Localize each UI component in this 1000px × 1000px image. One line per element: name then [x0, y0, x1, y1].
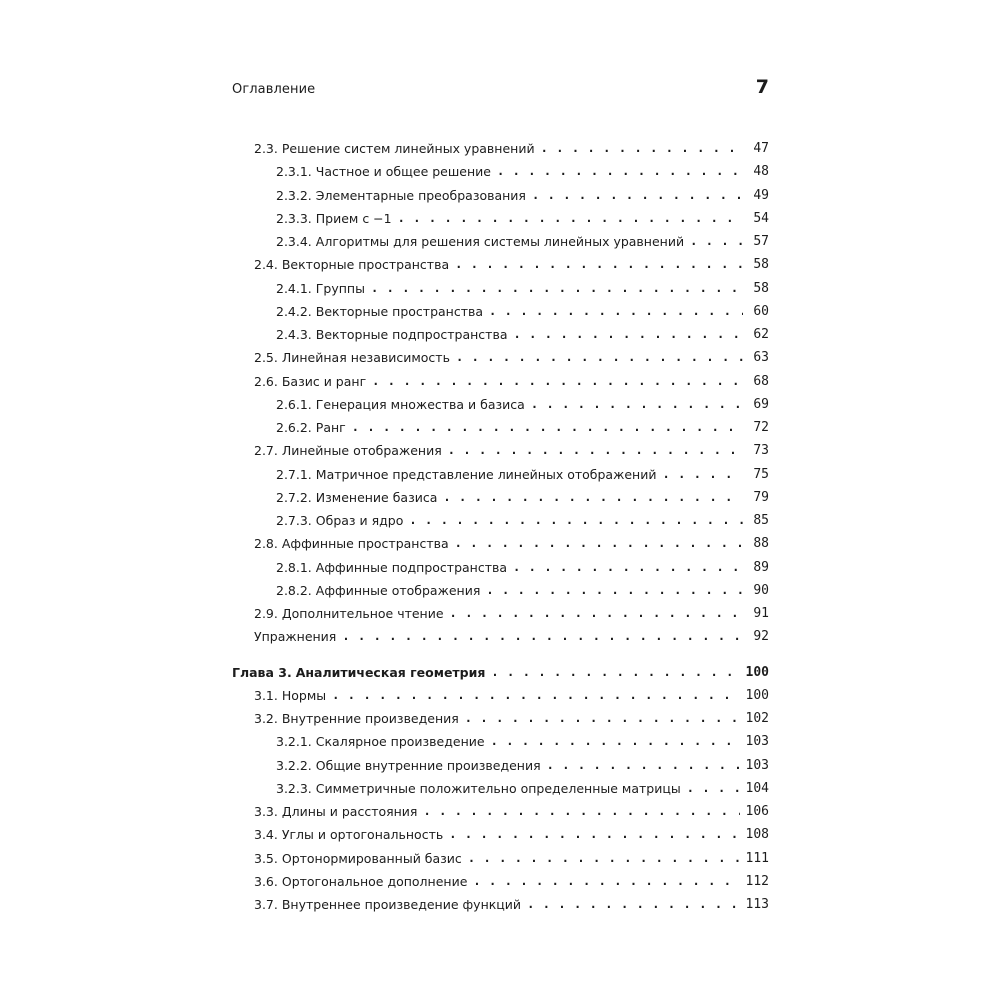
toc-entry-page: 57 — [753, 234, 769, 249]
toc-entry-number: 2.7.3. — [276, 513, 312, 528]
toc-section-entry — [254, 530, 769, 552]
dot-leader — [465, 711, 740, 727]
toc-entry-page: 100 — [745, 664, 769, 680]
dot-leader — [497, 164, 743, 180]
toc-entry-title: Изменение базиса — [315, 489, 438, 505]
dot-leader — [456, 350, 743, 366]
toc-subsection-entry — [276, 228, 769, 250]
toc-entry-number: 2.3.2. — [276, 187, 312, 203]
dot-leader — [513, 560, 743, 576]
toc-entry-number: 3.2.3. — [276, 780, 312, 796]
dot-leader — [409, 513, 743, 529]
toc-entry-number: 3.2. — [254, 711, 278, 726]
toc-section-entry — [254, 868, 769, 890]
toc-entry-number: 3.4. — [254, 827, 278, 843]
toc-subsection-entry — [276, 205, 769, 227]
dot-leader — [547, 758, 740, 774]
toc-entry-title: Частное и общее решение — [315, 164, 491, 180]
toc-subsection-entry — [276, 484, 769, 506]
dot-leader — [541, 141, 743, 157]
dot-leader — [443, 490, 743, 506]
toc-entry-title: Дополнительное чтение — [281, 606, 444, 621]
toc-entry-page: 63 — [753, 350, 769, 366]
toc-entry-page: 92 — [753, 629, 769, 645]
toc-entry-page: 103 — [745, 757, 769, 773]
toc-entry-page: 73 — [753, 443, 769, 459]
toc-entry-title: Ортогональное дополнение — [281, 873, 468, 889]
dot-leader — [531, 397, 743, 413]
toc-entry-title: Ортонормированный базис — [281, 850, 462, 866]
toc-entry-number: 3.7. — [254, 897, 278, 912]
toc-entry-page: 112 — [745, 873, 769, 889]
toc-subsection-entry — [276, 507, 769, 529]
toc-entry-page: 91 — [753, 606, 769, 621]
toc-entry-title: Образ и ядро — [315, 513, 404, 528]
dot-leader — [455, 536, 743, 552]
toc-entry-page: 58 — [753, 280, 769, 296]
toc-subsection-entry — [276, 321, 769, 343]
toc-entry-number: 2.4. — [254, 257, 278, 273]
toc-section-entry — [254, 798, 769, 820]
dot-leader — [687, 781, 740, 797]
toc-entry-title: Углы и ортогональность — [281, 827, 444, 843]
toc-entry-title: Векторные подпространства — [315, 327, 508, 342]
dot-leader — [489, 304, 743, 320]
toc-entry-page: 88 — [753, 536, 769, 552]
toc-entry-page: 90 — [753, 582, 769, 598]
dot-leader — [448, 443, 743, 459]
dot-leader — [491, 734, 740, 750]
toc-entry-title: Векторные пространства — [281, 257, 450, 273]
toc-entry-number: 2.4.3. — [276, 327, 312, 342]
toc-entry-page: 62 — [753, 327, 769, 342]
toc-entry-title: Симметричные положительно определенные матрицы — [315, 780, 681, 796]
toc-entry-title: Линейные отображения — [281, 443, 442, 459]
toc-entry-number: 2.7.2. — [276, 489, 312, 505]
toc-entry-page: 69 — [753, 396, 769, 412]
toc-entry-page: 48 — [753, 164, 769, 180]
dot-leader — [514, 327, 744, 343]
dot-leader — [372, 374, 743, 390]
toc-entry-title: Прием с −1 — [315, 210, 392, 226]
toc-entry-title: Аффинные подпространства — [315, 559, 508, 575]
toc-section-entry — [254, 682, 769, 704]
toc-entry-page: 113 — [745, 897, 769, 912]
toc-entry-title: Внутреннее произведение функций — [281, 897, 522, 912]
toc-entry-number: Глава 3. — [232, 664, 292, 680]
dot-leader — [532, 188, 743, 204]
dot-leader — [449, 827, 739, 843]
toc-entry-title: Векторные пространства — [315, 303, 484, 319]
dot-leader — [450, 606, 743, 622]
toc-section-entry — [254, 251, 769, 273]
toc-entry-title: Базис и ранг — [281, 373, 367, 389]
toc-entry-number: 2.7. — [254, 443, 278, 459]
toc-entry-number: 2.8. — [254, 536, 278, 552]
toc-entry-title: Ранг — [315, 420, 346, 435]
dot-leader — [332, 688, 739, 704]
toc-entry-page: 58 — [753, 257, 769, 273]
toc-entry-page: 49 — [753, 187, 769, 203]
toc-subsection-entry — [276, 158, 769, 180]
toc-entry-page: 79 — [753, 489, 769, 505]
toc-subsection-entry — [276, 182, 769, 204]
toc-entry-title: Элементарные преобразования — [315, 187, 526, 203]
toc-section-entry — [254, 600, 769, 622]
toc-entry-title: Решение систем линейных уравнений — [281, 141, 535, 156]
toc-entry-number: 3.5. — [254, 850, 278, 866]
toc-entry-number: 2.8.2. — [276, 582, 312, 598]
toc-entry-number: 3.3. — [254, 804, 278, 819]
toc-entry-number: 2.6.1. — [276, 396, 312, 412]
toc-entry-title: Внутренние произведения — [281, 711, 459, 726]
dot-leader — [527, 897, 739, 913]
toc-chapter-entry — [232, 659, 769, 681]
toc-entry-number: 2.4.2. — [276, 303, 312, 319]
toc-entry-title: Линейная независимость — [281, 350, 450, 366]
toc-section-entry — [254, 135, 769, 157]
toc-entry-title: Общие внутренние произведения — [315, 757, 541, 773]
toc-subsection-entry — [276, 414, 769, 436]
toc-entry-title: Аффинные пространства — [281, 536, 449, 552]
toc-entry-number: 2.3.1. — [276, 164, 312, 180]
dot-leader — [423, 804, 739, 820]
toc-entry-number: 2.5. — [254, 350, 278, 366]
toc-entry-number: 2.9. — [254, 606, 278, 621]
toc-entry-page: 68 — [753, 373, 769, 389]
toc-entry-title: Аналитическая геометрия — [295, 664, 486, 680]
toc-subsection-entry — [276, 728, 769, 750]
toc-subsection-entry — [276, 298, 769, 320]
toc-section-entry — [254, 368, 769, 390]
toc-entry-title: Алгоритмы для решения системы линейных уравнений — [315, 234, 685, 249]
toc-entry-number: 2.3. — [254, 141, 278, 156]
toc-entry-page: 47 — [753, 141, 769, 156]
toc-section-entry — [254, 437, 769, 459]
dot-leader — [473, 874, 739, 890]
toc-entry-number: 2.6. — [254, 373, 278, 389]
toc-entry-number: 3.2.2. — [276, 757, 312, 773]
toc-entry-page: 72 — [753, 420, 769, 435]
toc-entry-title: Нормы — [281, 687, 327, 703]
dot-leader — [398, 211, 743, 227]
dot-leader — [352, 420, 743, 436]
running-title: Оглавление — [232, 82, 316, 97]
toc-entry-page: 75 — [753, 466, 769, 482]
dot-leader — [468, 851, 740, 867]
toc-section-entry — [254, 344, 769, 366]
toc-entry-number: 2.8.1. — [276, 559, 312, 575]
toc-entry-number: 3.6. — [254, 873, 278, 889]
toc-entry-title: Скалярное произведение — [315, 734, 485, 750]
toc-entry-number: 3.1. — [254, 687, 278, 703]
toc-subsection-entry — [276, 275, 769, 297]
toc-entry-number: 3.2.1. — [276, 734, 312, 750]
dot-leader — [662, 467, 743, 483]
toc-section-entry — [254, 821, 769, 843]
toc-subsection-entry — [276, 391, 769, 413]
page-number: 7 — [755, 76, 769, 98]
toc-entry-number: 2.6.2. — [276, 420, 312, 435]
toc-entry-title: Группы — [315, 280, 365, 296]
toc-subsection-entry — [276, 461, 769, 483]
toc-entry-page: 111 — [745, 850, 769, 866]
toc-entry-title: Длины и расстояния — [281, 804, 418, 819]
dot-leader — [491, 665, 739, 681]
toc-entry-title: Генерация множества и базиса — [315, 396, 525, 412]
toc-entry-page: 60 — [753, 303, 769, 319]
dot-leader — [690, 234, 743, 250]
toc-section-entry — [254, 705, 769, 727]
toc-entry-page: 85 — [753, 513, 769, 528]
toc-entry-number: 2.7.1. — [276, 466, 312, 482]
dot-leader — [342, 629, 743, 645]
toc-entry-page: 106 — [745, 804, 769, 819]
dot-leader — [486, 583, 743, 599]
toc-subsection-entry — [276, 775, 769, 797]
toc-subsection-entry — [276, 554, 769, 576]
toc-entry-page: 54 — [753, 210, 769, 226]
toc-entry-page: 100 — [745, 687, 769, 703]
toc-entry-title: Аффинные отображения — [315, 582, 481, 598]
toc-entry-page: 89 — [753, 559, 769, 575]
toc-entry-page: 108 — [745, 827, 769, 843]
toc-entry-number: 2.4.1. — [276, 280, 312, 296]
dot-leader — [455, 257, 743, 273]
toc-section-entry — [254, 623, 769, 645]
toc-entry-number: 2.3.4. — [276, 234, 312, 249]
toc-entry-page: 103 — [745, 734, 769, 750]
dot-leader — [371, 281, 743, 297]
toc-entry-title: Матричное представление линейных отображений — [315, 466, 657, 482]
toc-section-entry — [254, 845, 769, 867]
toc-subsection-entry — [276, 752, 769, 774]
toc-entry-title: Упражнения — [254, 629, 337, 645]
toc-entry-page: 102 — [745, 711, 769, 726]
toc-subsection-entry — [276, 577, 769, 599]
toc-entry-page: 104 — [745, 780, 769, 796]
toc-section-entry — [254, 891, 769, 913]
toc-entry-number: 2.3.3. — [276, 210, 312, 226]
